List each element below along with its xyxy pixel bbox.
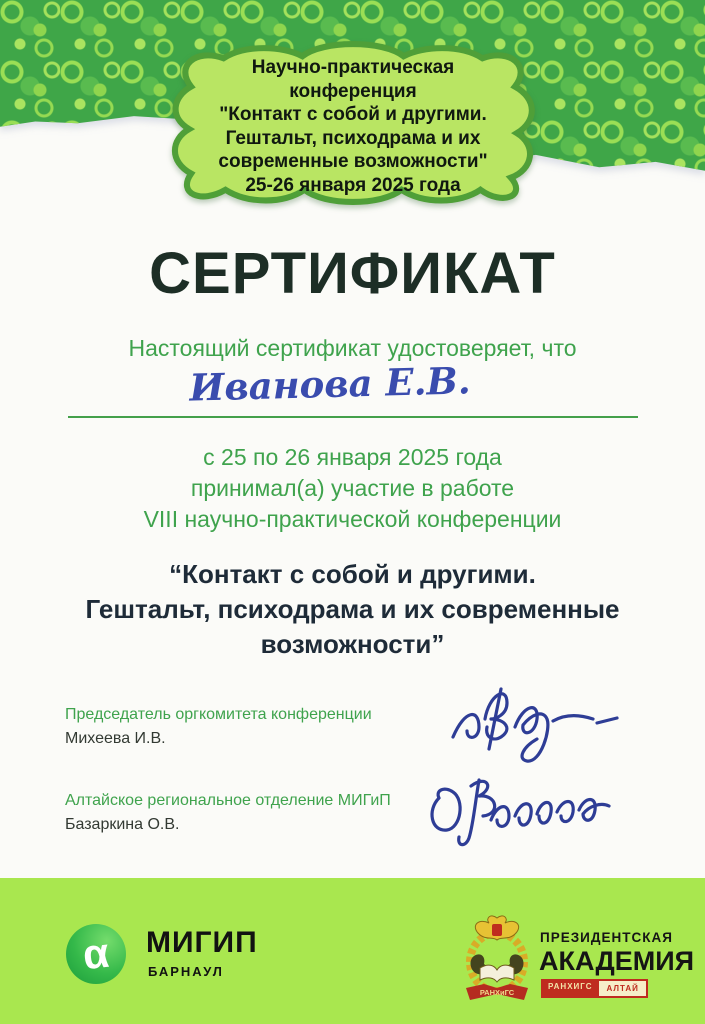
signatory-name: Михеева И.В. [65, 730, 166, 747]
migip-logo [66, 924, 126, 984]
academy-name-line1: ПРЕЗИДЕНТСКАЯ [540, 930, 673, 945]
badge-line: Гештальт, психодрама и их [225, 127, 481, 149]
academy-name-line2: АКАДЕМИЯ [539, 946, 695, 976]
name-underline [68, 416, 638, 418]
migip-city: БАРНАУЛ [148, 964, 224, 979]
alpha-icon: α [80, 928, 112, 979]
participation-line: принимал(а) участие в работе [190, 475, 515, 501]
badge-text [186, 56, 520, 197]
signature-ink-1 [445, 675, 640, 770]
badge-line: Научно-практическая [251, 57, 455, 78]
certificate-title: СЕРТИФИКАТ [149, 241, 556, 306]
academy-ribbon-text: РАНХиГС [479, 988, 515, 997]
participation-line: VIII научно-практической конференции [143, 506, 562, 532]
footer-band [0, 878, 705, 1024]
academy-tag-altai: АЛТАЙ [599, 979, 647, 998]
recipient-handwritten-name: Иванова Е.В. [188, 358, 472, 410]
badge-line: 25-26 января 2025 года [245, 174, 461, 196]
conference-badge [158, 36, 548, 208]
badge-line: конференция [289, 80, 417, 102]
participation-line: с 25 по 26 января 2025 года [203, 444, 502, 470]
signatory-name: Базаркина О.В. [65, 816, 180, 833]
signature-ink-2 [425, 770, 650, 855]
signatory-role: Председатель оргкомитета конференции [65, 706, 372, 723]
conference-title-line: возможности” [260, 629, 445, 659]
certificate-subtitle: Настоящий сертификат удостоверяет, что [128, 335, 577, 361]
conference-title [0, 557, 705, 662]
academy-emblem-icon [460, 910, 534, 1006]
badge-line: современные возможности" [218, 151, 488, 172]
conference-title-line: “Контакт с собой и другими. [169, 559, 536, 589]
participation-text [0, 442, 705, 535]
migip-wordmark: МИГИП [146, 926, 258, 959]
academy-tag-ranepa: РАНХИГС [541, 979, 599, 998]
conference-title-line: Гештальт, психодрама и их современные [85, 594, 620, 624]
badge-line: "Контакт с собой и другими. [219, 104, 487, 125]
signatory-role: Алтайское региональное отделение МИГиП [65, 792, 391, 809]
academy-tags [541, 979, 648, 998]
